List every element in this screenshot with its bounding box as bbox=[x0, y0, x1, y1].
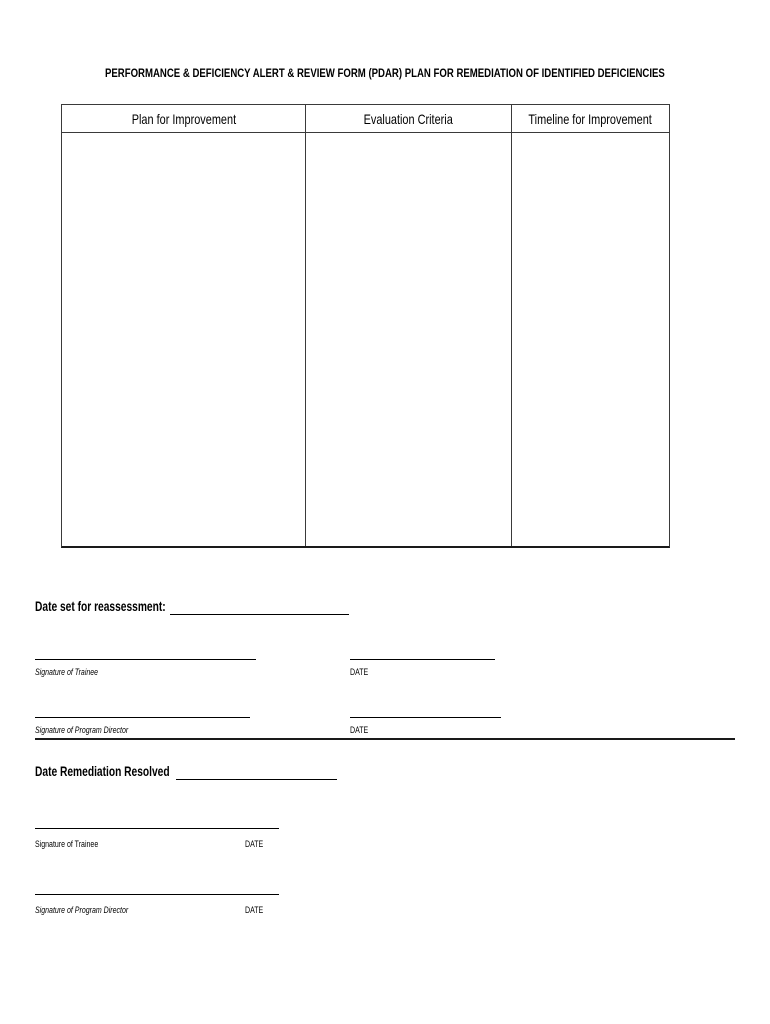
director-signature-line[interactable] bbox=[35, 717, 250, 718]
director-signature-label: Signature of Program Director bbox=[35, 725, 129, 735]
trainee-signature-line[interactable] bbox=[35, 659, 256, 660]
table-header-label: Evaluation Criteria bbox=[363, 110, 454, 127]
resolution-director-date-label: DATE bbox=[245, 905, 264, 915]
remediation-resolved-date-field[interactable] bbox=[176, 779, 337, 780]
table-header-timeline-for-improvement bbox=[512, 105, 669, 133]
remediation-resolved-label: Date Remediation Resolved bbox=[35, 763, 170, 779]
form-title: PERFORMANCE & DEFICIENCY ALERT & REVIEW FORM (PDAR) PLAN FOR REMEDIATION OF IDENTIFIED DEFICIENCIES bbox=[105, 66, 665, 80]
director-signature-date-line[interactable] bbox=[350, 717, 501, 718]
table-header-plan-for-improvement bbox=[62, 105, 306, 133]
evaluation-criteria-cell[interactable] bbox=[306, 133, 512, 546]
table-header-label: Timeline for Improvement bbox=[528, 110, 653, 127]
resolution-trainee-signature-label: Signature of Trainee bbox=[35, 839, 99, 849]
trainee-signature-date-line[interactable] bbox=[350, 659, 495, 660]
trainee-date-label: DATE bbox=[350, 667, 369, 677]
plan-for-improvement-cell[interactable] bbox=[62, 133, 306, 546]
section-divider bbox=[35, 738, 735, 740]
trainee-signature-label: Signature of Trainee bbox=[35, 667, 99, 677]
table-header-label: Plan for Improvement bbox=[131, 110, 236, 127]
remediation-plan-table bbox=[61, 104, 670, 548]
table-header-evaluation-criteria bbox=[306, 105, 512, 133]
director-date-label: DATE bbox=[350, 725, 369, 735]
resolution-trainee-signature-line[interactable] bbox=[35, 828, 279, 829]
reassessment-date-field[interactable] bbox=[170, 614, 349, 615]
form-title-container bbox=[0, 65, 770, 81]
resolution-trainee-date-label: DATE bbox=[245, 839, 264, 849]
timeline-for-improvement-cell[interactable] bbox=[512, 133, 669, 546]
resolution-director-signature-label: Signature of Program Director bbox=[35, 905, 129, 915]
resolution-director-signature-line[interactable] bbox=[35, 894, 279, 895]
reassessment-date-label: Date set for reassessment: bbox=[35, 598, 166, 614]
